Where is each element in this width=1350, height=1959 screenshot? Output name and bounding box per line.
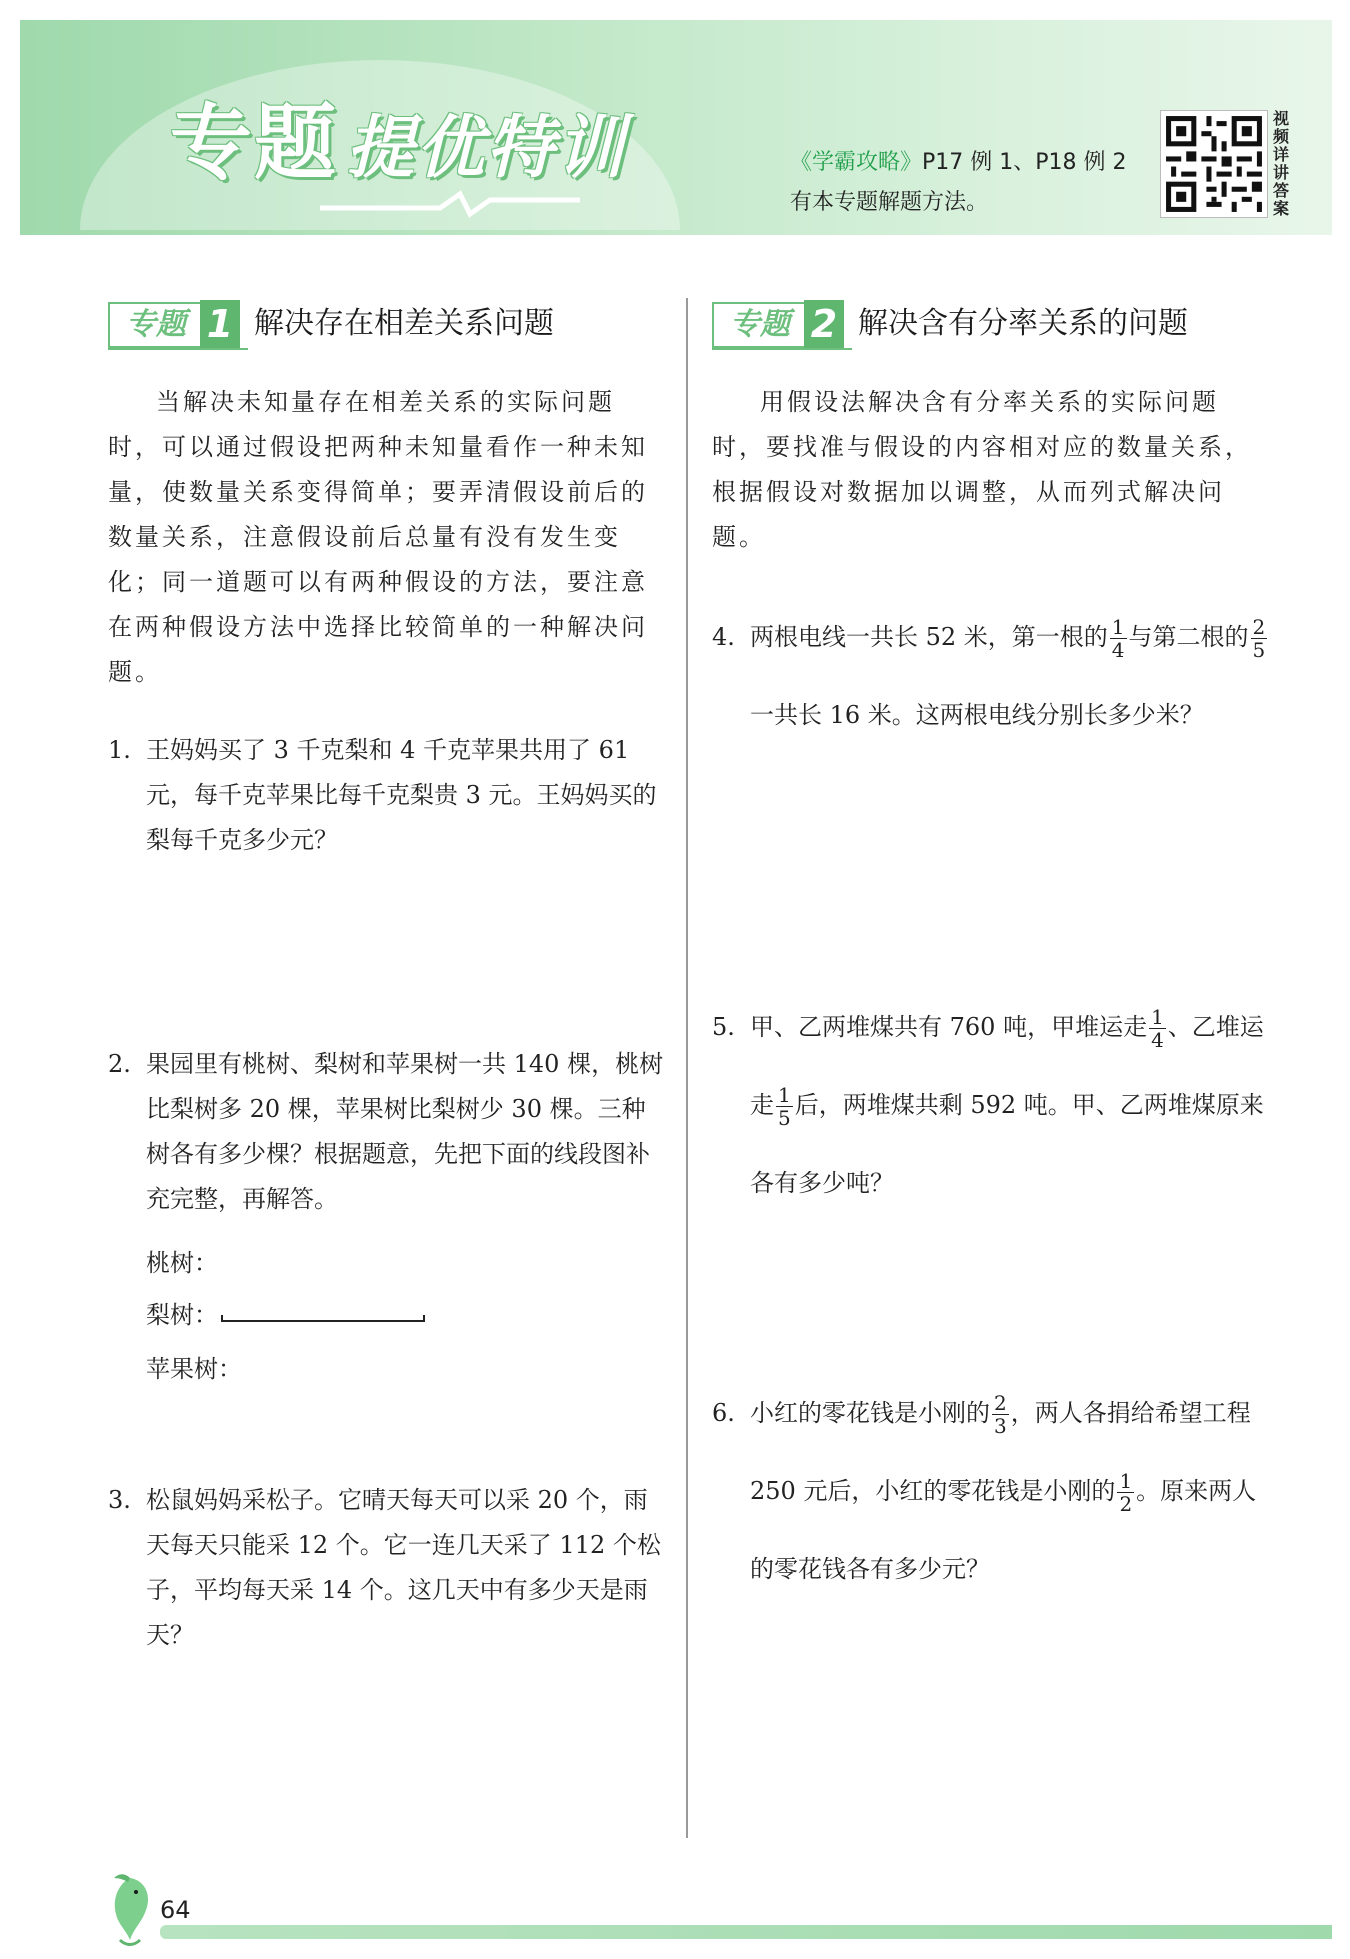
topic2-tag: 专题 xyxy=(712,302,806,348)
topic1-title: 解决存在相差关系问题 xyxy=(254,306,554,341)
problem-6-text-c: 。原来两人的零花钱各有多少元？ xyxy=(750,1477,1257,1583)
reference-book: 《学霸攻略》 xyxy=(790,150,923,175)
zigzag-decoration xyxy=(320,188,580,218)
left-column xyxy=(108,300,668,1649)
fraction xyxy=(1110,616,1127,661)
problem-4 xyxy=(712,598,1272,754)
problem-number: 5. xyxy=(712,1013,735,1041)
problem-text: 王妈妈买了 3 千克梨和 4 千克苹果共用了 61 元，每千克苹果比每千克梨贵 3 元。王妈妈买的梨每千克多少元？ xyxy=(146,736,657,854)
fraction-denominator: 5 xyxy=(1252,638,1266,662)
problem-number: 1. xyxy=(108,736,131,764)
topic1-heading xyxy=(108,300,668,350)
fraction-denominator: 4 xyxy=(1151,1028,1164,1052)
segment-row-pear xyxy=(146,1300,428,1330)
problem-4-text-a: 两根电线一共长 52 米，第一根的 xyxy=(750,623,1108,651)
topic1-number: 1 xyxy=(200,300,240,348)
page-number: 64 xyxy=(160,1896,191,1924)
problem-6-text-b: ，两人各捐给希望工程 250 元后，小红的零花钱是小刚的 xyxy=(750,1399,1251,1505)
column-divider xyxy=(686,298,688,1838)
segment-label-peach: 桃树： xyxy=(146,1249,218,1277)
problem-4-text-b: 与第二根的 xyxy=(1128,623,1249,651)
reference-line-2: 有本专题解题方法。 xyxy=(790,190,989,215)
fraction xyxy=(776,1084,793,1129)
fraction xyxy=(1149,1006,1166,1051)
problem-5-text-b: 、乙堆运走 xyxy=(750,1013,1264,1119)
segment-row-peach xyxy=(146,1248,218,1278)
topic2-number: 2 xyxy=(804,300,844,348)
fraction-numerator: 1 xyxy=(778,1083,791,1107)
reference-pages: P17 例 1、P18 例 2 xyxy=(922,150,1127,175)
problem-5 xyxy=(712,988,1272,1222)
topic1-tag: 专题 xyxy=(108,302,202,348)
problem-6 xyxy=(712,1374,1272,1608)
heading-underline-decoration xyxy=(712,344,1272,354)
problem-1 xyxy=(108,728,668,863)
topic1-intro: 当解决未知量存在相差关系的实际问题时，可以通过假设把两种未知量看作一种未知量，使数量关系变得简单；要弄清假设前后的数量关系，注意假设前后总量有没有发生变化；同一道题可以有两种假设的方法，要注意在两种假设方法中选择比较简单的一种解决问题。 xyxy=(108,388,648,686)
fraction-denominator: 3 xyxy=(994,1414,1007,1438)
right-column xyxy=(712,300,1272,1583)
pear-segment-line xyxy=(218,1307,428,1327)
fraction-numerator: 2 xyxy=(994,1391,1007,1415)
problem-5-text-c: 后，两堆煤共剩 592 吨。甲、乙两堆煤原来各有多少吨？ xyxy=(750,1091,1264,1197)
dolphin-icon xyxy=(100,1870,160,1950)
qr-code-icon[interactable] xyxy=(1160,110,1268,218)
segment-row-apple xyxy=(146,1354,242,1384)
problem-4-text-c: 一共长 16 米。这两根电线分别长多少米？ xyxy=(750,701,1204,729)
fraction-denominator: 5 xyxy=(778,1106,791,1130)
fraction-denominator: 4 xyxy=(1111,638,1125,662)
fraction-numerator: 2 xyxy=(1252,615,1266,639)
banner-main: 专题 xyxy=(170,96,339,191)
reference-line xyxy=(790,145,1127,176)
qr-label: 视频详讲答案 xyxy=(1273,109,1290,218)
footer-band xyxy=(160,1925,1332,1939)
segment-label-pear: 梨树： xyxy=(146,1301,218,1329)
fraction xyxy=(1251,616,1268,661)
problem-text: 果园里有桃树、梨树和苹果树一共 140 棵，桃树比梨树多 20 棵，苹果树比梨树少 30 棵。三种树各有多少棵？根据题意，先把下面的线段图补充完整，再解答。 xyxy=(146,1050,664,1213)
banner-title xyxy=(170,78,626,195)
fraction xyxy=(992,1392,1009,1437)
problem-5-text-a: 甲、乙两堆煤共有 760 吨，甲堆运走 xyxy=(750,1013,1148,1041)
problem-text xyxy=(750,1374,1272,1608)
problem-text xyxy=(750,988,1272,1222)
segment-label-apple: 苹果树： xyxy=(146,1355,242,1383)
fraction-denominator: 2 xyxy=(1119,1492,1133,1516)
problem-3 xyxy=(108,1478,668,1658)
fraction xyxy=(1117,1470,1134,1515)
heading-underline-decoration xyxy=(108,344,668,354)
problem-6-text-a: 小红的零花钱是小刚的 xyxy=(750,1399,990,1427)
problem-2 xyxy=(108,1042,668,1222)
problem-number: 6. xyxy=(712,1399,735,1427)
topic2-title: 解决含有分率关系的问题 xyxy=(858,306,1188,341)
topic2-intro: 用假设法解决含有分率关系的实际问题时，要找准与假设的内容相对应的数量关系，根据假设对数据加以调整，从而列式解决问题。 xyxy=(712,388,1252,551)
fraction-numerator: 1 xyxy=(1151,1005,1164,1029)
fraction-numerator: 1 xyxy=(1119,1469,1133,1493)
banner-sub: 提优特训 xyxy=(346,109,627,188)
topic2-heading xyxy=(712,300,1272,350)
fraction-numerator: 1 xyxy=(1111,615,1125,639)
problem-number: 3. xyxy=(108,1486,131,1514)
problem-text xyxy=(750,598,1272,754)
problem-number: 4. xyxy=(712,623,735,651)
problem-number: 2. xyxy=(108,1050,131,1078)
header-banner xyxy=(20,20,1332,235)
problem-text: 松鼠妈妈采松子。它晴天每天可以采 20 个，雨天每天只能采 12 个。它一连几天采了 112 个松子，平均每天采 14 个。这几天中有多少天是雨天？ xyxy=(146,1486,661,1649)
